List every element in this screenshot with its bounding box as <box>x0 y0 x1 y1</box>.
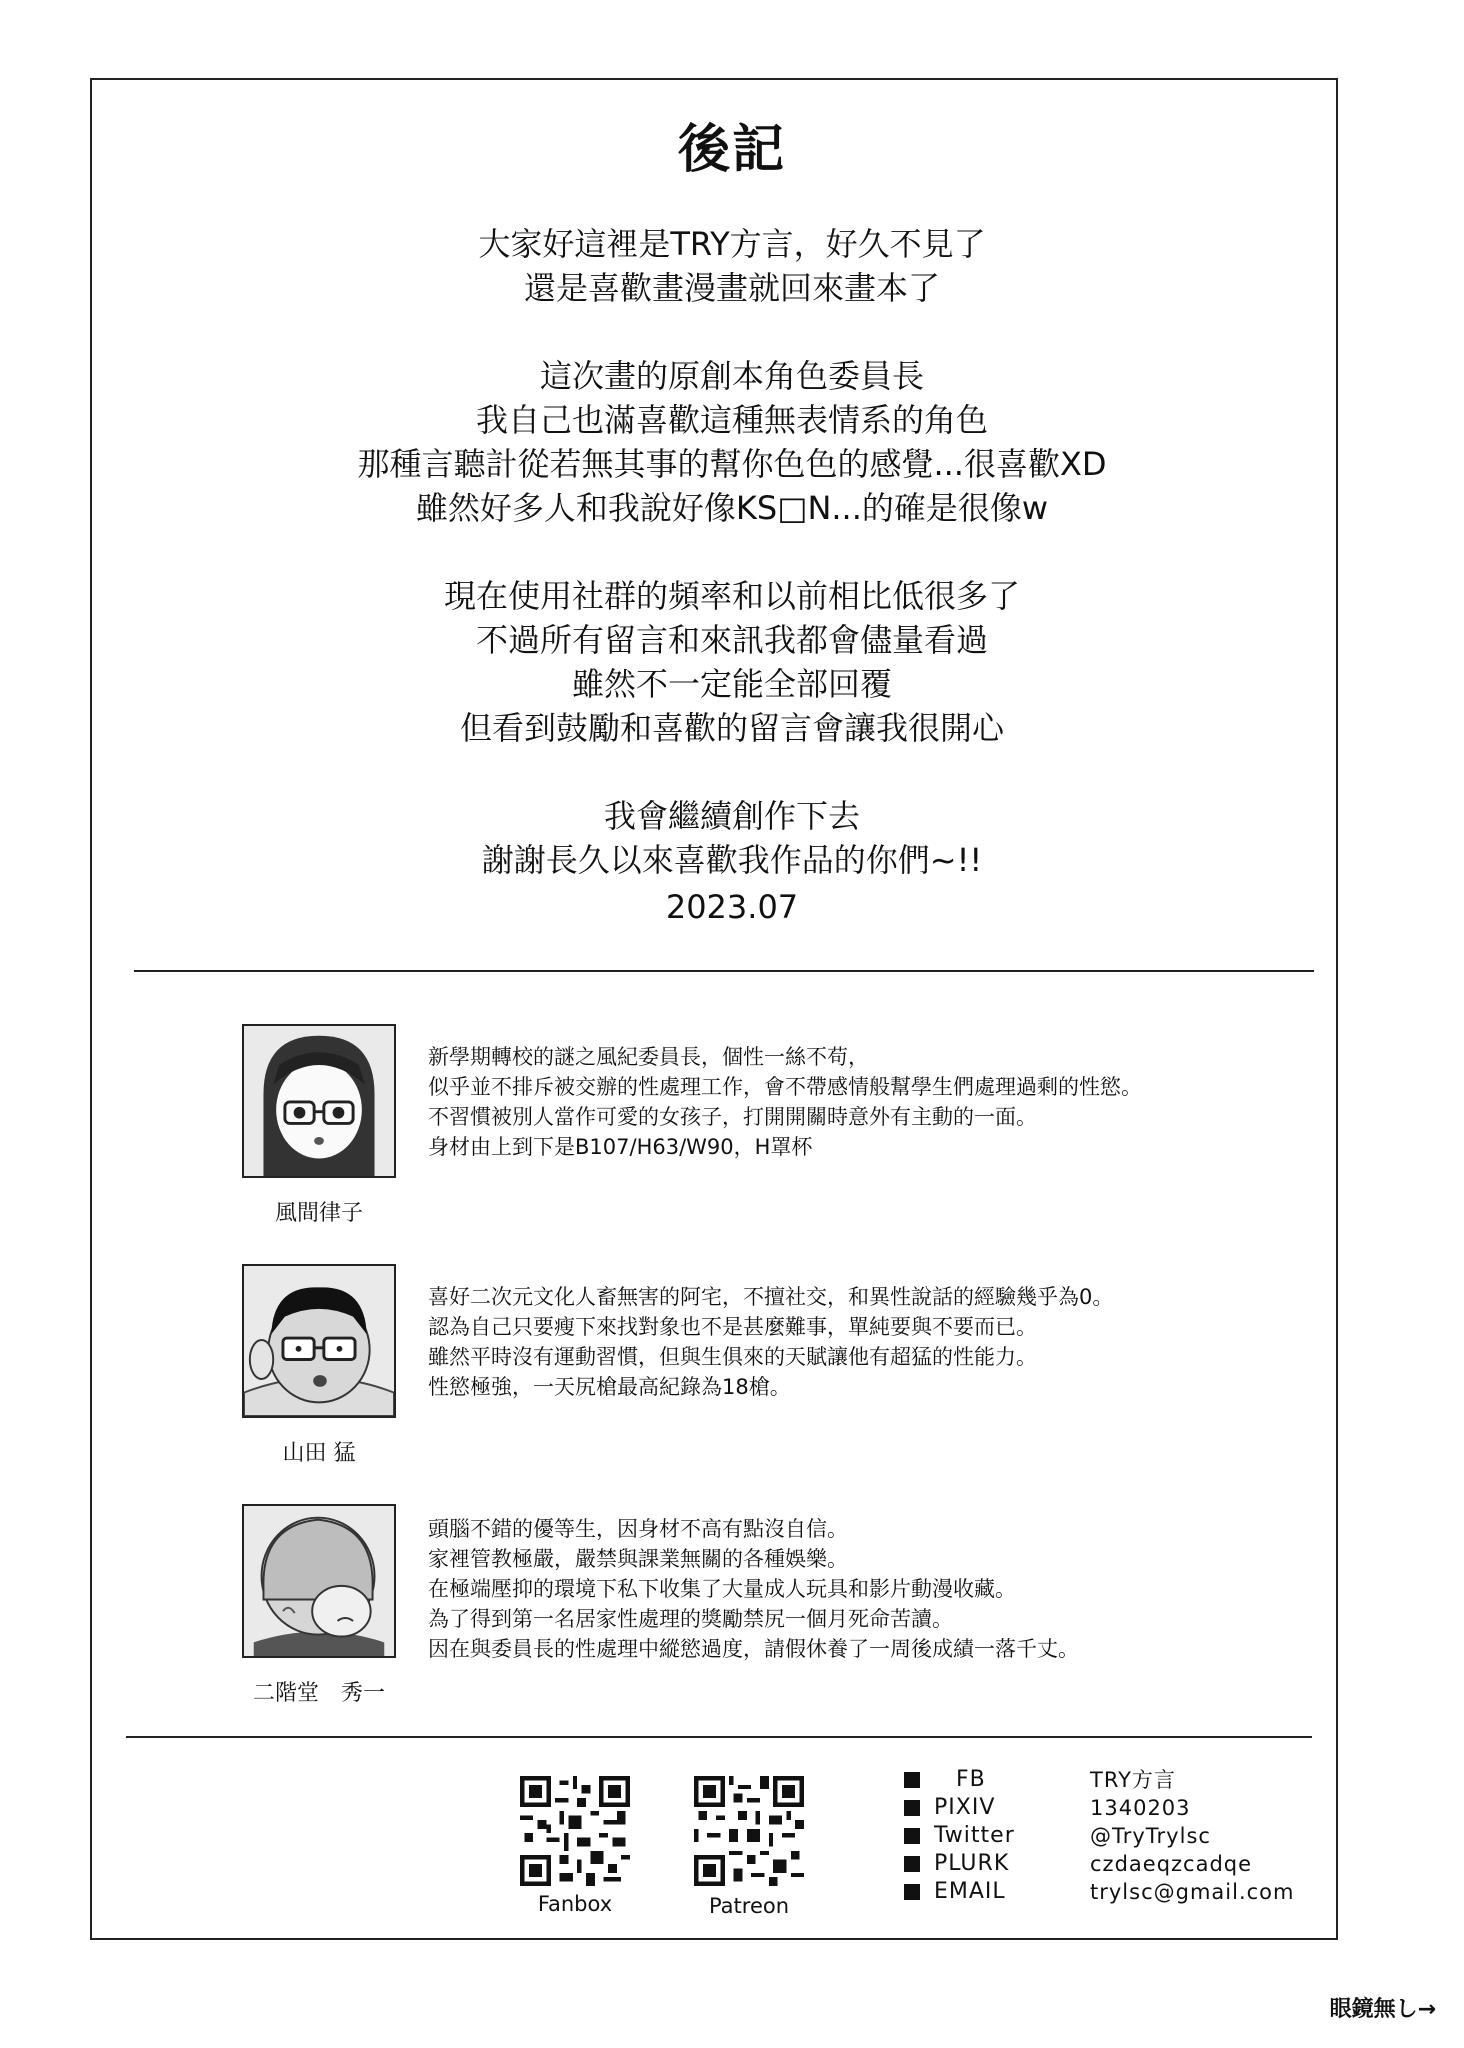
link-label: FB <box>956 1767 986 1792</box>
portrait-nikaido-shuichi <box>242 1504 396 1658</box>
afterword-paragraph-4 <box>0 794 1464 882</box>
bullet-square-icon <box>904 1800 920 1816</box>
description-line: 新學期轉校的謎之風紀委員長，個性一絲不苟， <box>428 1045 869 1069</box>
link-label: Twitter <box>934 1823 1015 1848</box>
social-link-pixiv[interactable] <box>904 1794 1054 1822</box>
description-line: 雖然平時沒有運動習慣，但與生俱來的天賦讓他有超猛的性能力。 <box>428 1345 1037 1369</box>
description-line: 因在與委員長的性處理中縱慾過度，請假休養了一周後成績一落千丈。 <box>428 1637 1079 1661</box>
description-line: 身材由上到下是B107/H63/W90，H罩杯 <box>428 1135 813 1159</box>
afterword-line: 雖然好多人和我說好像KS□N...的確是很像w <box>415 489 1049 527</box>
divider-top <box>134 970 1314 972</box>
social-links-list <box>904 1766 1054 1906</box>
afterword-line: 但看到鼓勵和喜歡的留言會讓我很開心 <box>459 709 1004 747</box>
link-value[interactable]: 1340203 <box>1090 1796 1191 1820</box>
afterword-line: 大家好這裡是TRY方言，好久不見了 <box>478 225 986 263</box>
link-value[interactable]: czdaeqzcadqe <box>1090 1852 1253 1876</box>
qr-label: Patreon <box>708 1894 790 1918</box>
link-value[interactable]: trylsc@gmail.com <box>1090 1880 1295 1904</box>
link-value[interactable]: TRY方言 <box>1090 1768 1176 1792</box>
afterword-paragraph-1 <box>0 222 1464 310</box>
character-name: 山田 猛 <box>282 1441 356 1466</box>
social-link-plurk[interactable] <box>904 1850 1054 1878</box>
afterword-line: 這次畫的原創本角色委員長 <box>539 357 924 395</box>
character-name: 風間律子 <box>274 1201 363 1226</box>
portrait-kazama-ritsuko <box>242 1024 396 1178</box>
fanbox-qr-code[interactable] <box>520 1776 630 1886</box>
character-description <box>428 1514 1079 1664</box>
link-label: EMAIL <box>934 1879 1006 1904</box>
description-line: 為了得到第一名居家性處理的獎勵禁尻一個月死命苦讀。 <box>428 1607 953 1631</box>
social-link-email[interactable] <box>904 1878 1054 1906</box>
description-line: 不習慣被別人當作可愛的女孩子，打開開關時意外有主動的一面。 <box>428 1105 1037 1129</box>
afterword-title: 後記 <box>677 120 786 180</box>
description-line: 似乎並不排斥被交辦的性處理工作，會不帶感情般幫學生們處理過剩的性慾。 <box>428 1075 1142 1099</box>
social-link-fb[interactable] <box>904 1766 1054 1794</box>
link-label: PLURK <box>934 1851 1010 1876</box>
character-name: 二階堂 秀一 <box>252 1681 385 1706</box>
social-link-twitter[interactable] <box>904 1822 1054 1850</box>
description-line: 認為自己只要瘦下來找對象也不是甚麼難事，單純要與不要而已。 <box>428 1315 1037 1339</box>
character-description <box>428 1282 1113 1402</box>
description-line: 在極端壓抑的環境下私下收集了大量成人玩具和影片動漫收藏。 <box>428 1577 1016 1601</box>
qr-label: Fanbox <box>537 1892 613 1916</box>
afterword-line: 雖然不一定能全部回覆 <box>571 665 892 703</box>
afterword-line: 還是喜歡畫漫畫就回來畫本了 <box>523 269 940 307</box>
afterword-line: 我會繼續創作下去 <box>603 797 860 835</box>
divider-bottom <box>126 1736 1312 1738</box>
portrait-yamada-takeshi <box>242 1264 396 1418</box>
link-label: PIXIV <box>934 1795 996 1820</box>
afterword-line: 我自己也滿喜歡這種無表情系的角色 <box>475 401 988 439</box>
afterword-line: 謝謝長久以來喜歡我作品的你們~!! <box>481 841 983 879</box>
afterword-line: 不過所有留言和來訊我都會儘量看過 <box>475 621 988 659</box>
bullet-square-icon <box>904 1856 920 1872</box>
afterword-date: 2023.07 <box>665 888 799 926</box>
bullet-square-icon <box>904 1828 920 1844</box>
description-line: 家裡管教極嚴，嚴禁與課業無關的各種娛樂。 <box>428 1547 848 1571</box>
afterword-line: 那種言聽計從若無其事的幫你色色的感覺...很喜歡XD <box>357 445 1107 483</box>
description-line: 頭腦不錯的優等生，因身材不高有點沒自信。 <box>428 1517 848 1541</box>
character-description <box>428 1042 1142 1162</box>
next-page-note: 眼鏡無し→ <box>1329 1997 1436 2022</box>
link-value[interactable]: @TryTrylsc <box>1090 1824 1211 1848</box>
social-values-list <box>1090 1766 1294 1906</box>
patreon-qr-code[interactable] <box>694 1776 804 1886</box>
description-line: 喜好二次元文化人畜無害的阿宅，不擅社交，和異性說話的經驗幾乎為0。 <box>428 1285 1114 1309</box>
bullet-square-icon <box>904 1884 920 1900</box>
description-line: 性慾極強，一天尻槍最高紀錄為18槍。 <box>428 1375 791 1399</box>
afterword-line: 現在使用社群的頻率和以前相比低很多了 <box>443 577 1020 615</box>
afterword-paragraph-3 <box>0 574 1464 750</box>
bullet-square-icon <box>904 1772 920 1788</box>
afterword-paragraph-2 <box>0 354 1464 530</box>
